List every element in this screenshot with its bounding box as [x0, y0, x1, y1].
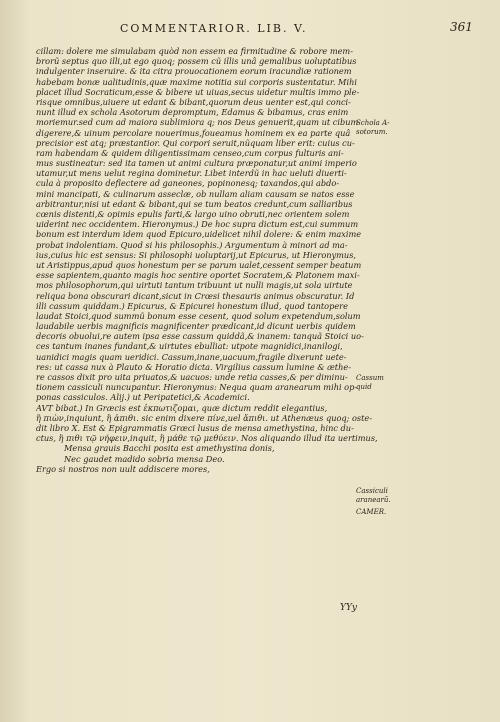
text-line: indulgenter inseruire. & ita citra prouocationem eorum iracundiæ rationem — [36, 66, 352, 77]
text-line: ut Aristippus,apud quos honestum per se parum ualet,cessent semper beatum — [36, 259, 362, 270]
text-line: laudabile uerbis magnificis magnificenter prædicant,id dicunt uerbis quidem — [36, 321, 356, 332]
verse-line: Nec gaudet madido sobria mensa Deo. — [64, 453, 225, 464]
text-line: decoris obuolui,re autem ipsa esse cassum quiddã,& inanem: tanquã Stoici uo- — [36, 331, 364, 342]
margin-note: quid — [356, 383, 372, 391]
text-line: dit libro X. Est & Epigrammatis Græci lusus de mensa amethystina, hinc du- — [36, 422, 354, 433]
text-line: res: ut cassa nux à Plauto & Horatio dicta. Virgilius cassum lumine & æthe- — [36, 361, 351, 372]
verse-line: Mensa grauis Bacchi posita est amethystina donis, — [64, 443, 275, 454]
text-line: moriemur.sed cum ad maiora sublimiora q; nos Deus genuerit,quam ut cibum — [36, 117, 359, 128]
text-line: probat indolentiam. Quod si his philosophis.) Argumentum à minori ad ma- — [36, 239, 348, 250]
text-line: uanidici magis quam ueridici. Cassum,inane,uacuum,fragile dixerunt uete- — [36, 351, 347, 362]
text-line: digerere,& uinum percolare nouerimus,foueamus hominem ex ea parte quâ — [36, 127, 351, 138]
text-line: uiderint nec occidentem. Hieronymus.) De hoc supra dictum est,cui summum — [36, 219, 359, 230]
text-line: tionem cassiculi nuncupantur. Hieronymus: Nequa quam aranearum mihi op- — [36, 382, 358, 393]
margin-note: sotorum. — [356, 128, 388, 136]
text-line: arbitrantur,nisi ut edant & bibant,qui se tum beatos credunt,cum salliaribus — [36, 198, 353, 209]
text-line: bonum est interdum idem quod Epicuro,uidelicet nihil dolere: & enim maxime — [36, 229, 362, 240]
text-line: mini mancipati, & culinarum asseclæ, ob nullam aliam causam se natos esse — [36, 188, 355, 199]
text-line: laudat Stoici,quod summũ bonum esse cesent, quod solum expetendum,solum — [36, 310, 361, 321]
text-line: illi cassum quiddam.) Epicurus, & Epicurei honestum illud, quod tantopere — [36, 300, 348, 311]
text-line: mus sustineatur: sed ita tamen ut animi cultura præponatur,ut animi imperio — [36, 158, 357, 169]
catchword: YYy — [340, 603, 357, 613]
text-line: utamur,ut mens uelut regina dominetur. Libet interdũ in hac ueluti diuerti- — [36, 168, 347, 179]
text-line: nunt illud ex schola Asotorum depromptum, Edamus & bibamus, cras enim — [36, 107, 349, 118]
text-line: esse sapientem,quanto magis hoc sentire oportet Socratem,& Platonem maxi- — [36, 270, 360, 281]
text-line: mos philosophorum,qui uirtuti tantum tribuunt ut nulli magis,ut sola uirtute — [36, 280, 353, 291]
text-line: precisior est atq; præstantior. Qui corpori seruit,nũquam liber erit: cuius cu- — [36, 137, 355, 148]
text-line: ἢ πιὼν,inquiunt, ἢ ἀπιθι. sic enim dixere πίνε,uel ἄπιθι. ut Athenæus quoq; oste- — [36, 412, 373, 423]
margin-note: aranearũ. — [356, 496, 391, 504]
text-line: reliqua bona obscurari dicant,sicut in Crœsi thesauris animus obscuratur. Id — [36, 290, 355, 301]
text-line: ponas cassiculos. Alij.) ut Peripatetici,& Academici. — [36, 392, 250, 403]
text-line: cœnis distenti,& opimis epulis farti,& largo uino obruti,nec orientem solem — [36, 209, 350, 219]
text-line: ius,cuius hic est sensus: Si philosophi uoluptarij,ut Epicurus, ut Hieronymus, — [36, 249, 356, 260]
text-line: re cassos dixit pro uita priuatos,& uacuos: unde retia casses,& per diminu- — [36, 372, 348, 382]
margin-note: Schola A- — [356, 119, 390, 127]
page-number: 361 — [450, 20, 473, 34]
text-line: habebam bonæ ualitudinis,quæ maxime notitia sui corporis sustentatur. Mihi — [36, 76, 357, 87]
text-line: ctus, ἢ πιθι τῷ νήφειν,inquit, ἢ μάθε τῷ μεθύειν. Nos aliquando illud ita uertimus, — [36, 433, 378, 444]
text-line: ces tantum inanes fundant,& uirtutes ebulliat: utpote magnidici,inanilogi, — [36, 341, 343, 352]
text-line: brorũ septus quo illi,ut ego quoq; possem cũ illis unâ gemalibus uoluptatibus — [36, 56, 357, 67]
verse-line: Ergo si nostros non uult addiscere mores, — [36, 463, 210, 474]
text-line: cillam: dolere me simulabam quòd non essem ea firmitudine & robore mem- — [36, 46, 353, 56]
running-head: COMMENTARIOR. LIB. V. — [120, 22, 308, 35]
text-line: ram habendam & quidem diligentissimam censeo,cum corpus fulturis ani- — [36, 147, 344, 158]
page-header — [0, 22, 500, 42]
commentary-body — [36, 46, 436, 474]
margin-note: Cassiculi — [356, 487, 388, 495]
text-line: AVT bibat.) In Græcis est ἐκπωτιζομαι, quæ dictum reddit elegantius, — [36, 402, 328, 413]
text-line: placet illud Socraticum,esse & bibere ut uiuas,secus uidetur multis immo ple- — [36, 86, 360, 97]
text-line: risque omnibus,uiuere ut edant & bibant,quorum deus uenter est,qui conci- — [36, 96, 351, 107]
margin-note: CAMER. — [356, 508, 387, 516]
margin-note: Cassum — [356, 374, 384, 382]
text-line: cula à proposito deflectere ad ganeones, popinonesq; taxandos,qui abdo- — [36, 178, 340, 189]
